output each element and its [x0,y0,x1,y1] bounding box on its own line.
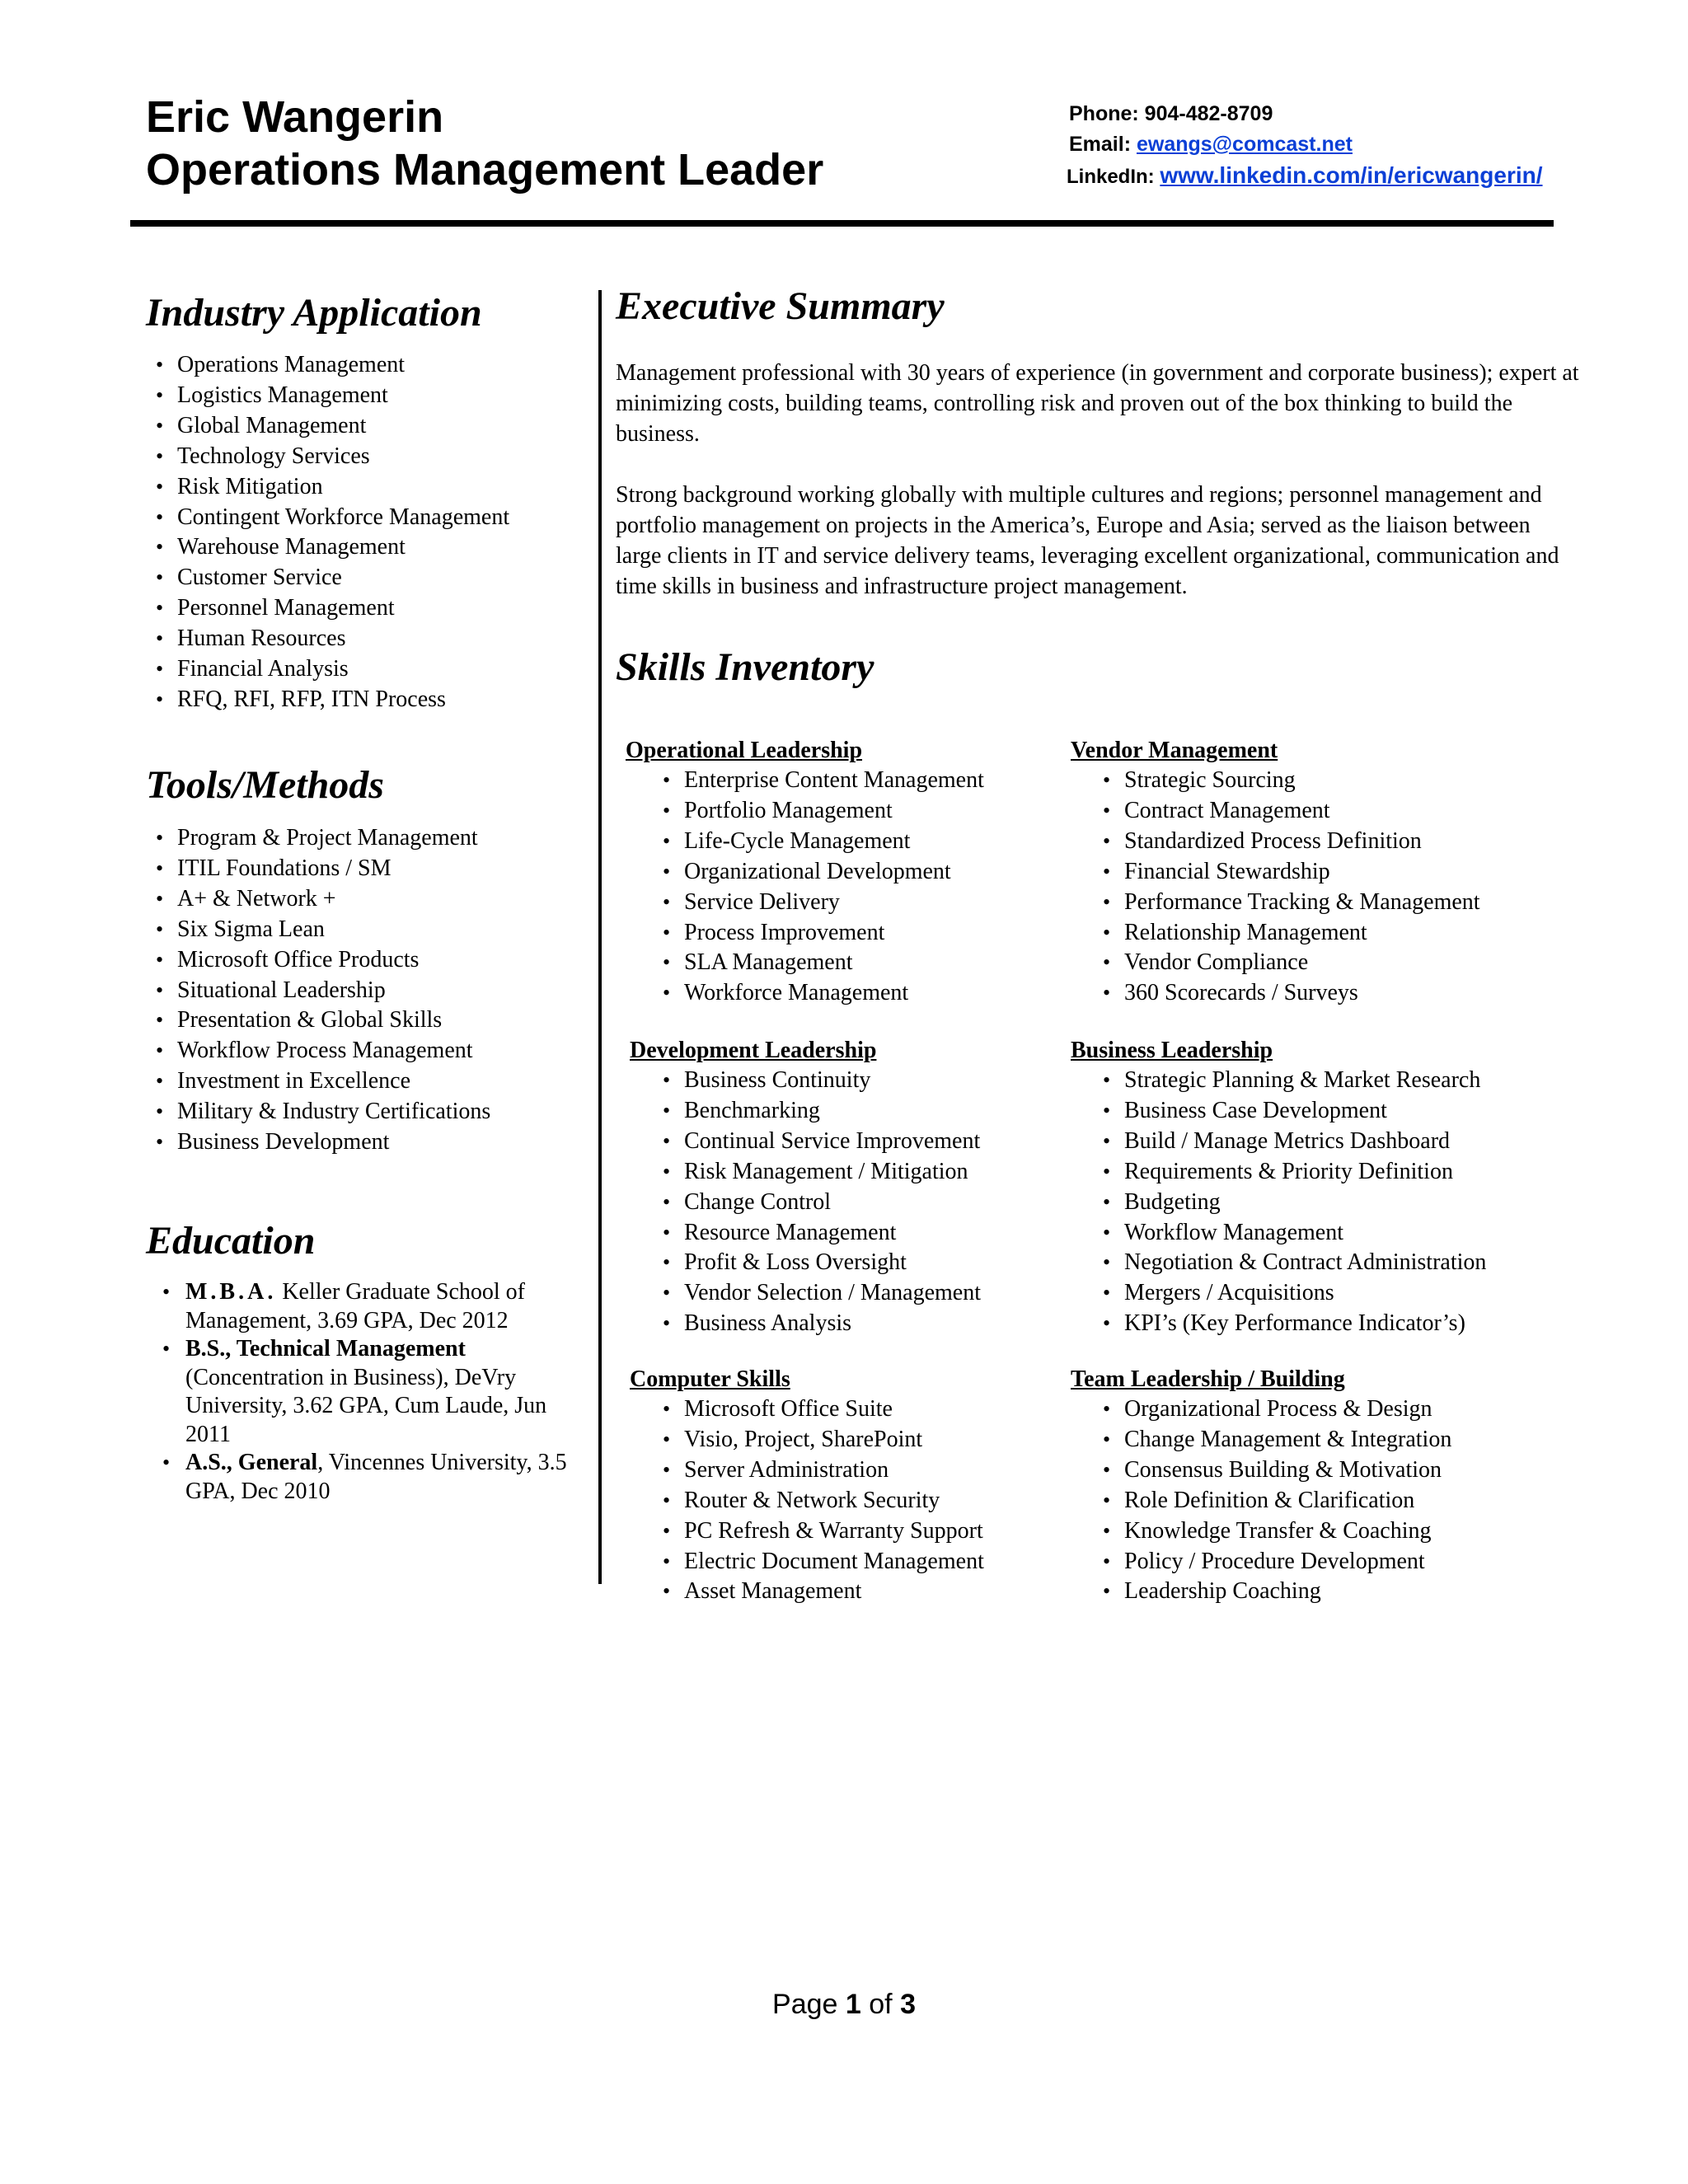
list-item: • Organizational Process & Design [1100,1394,1451,1425]
list-item: • Consensus Building & Motivation [1100,1455,1451,1486]
education-list [159,1278,588,1506]
page-word: Page [772,1989,838,2020]
industry-application-title: Industry Application [146,291,482,335]
list-item: • Financial Stewardship [1100,857,1480,888]
list-item: • Server Administration [659,1455,984,1486]
tools-methods-list [152,823,490,1158]
tools-methods-title: Tools/Methods [146,763,384,807]
list-item: • Relationship Management [1100,918,1480,949]
list-item: • Vendor Compliance [1100,948,1480,978]
phone-line [1069,99,1543,129]
list-item: • Performance Tracking & Management [1100,888,1480,918]
skill-group-heading: Team Leadership / Building [1071,1366,1345,1392]
list-item: • Presentation & Global Skills [152,1005,490,1036]
list-item: • Negotiation & Contract Administration [1100,1248,1486,1278]
list-item: • Visio, Project, SharePoint [659,1425,984,1455]
list-item: • Standardized Process Definition [1100,827,1480,857]
list-item: • Workflow Management [1100,1218,1486,1249]
list-item: • Personnel Management [152,593,509,624]
list-item: • Operations Management [152,350,509,381]
education-title: Education [146,1219,316,1263]
list-item: • Process Improvement [659,918,984,949]
industry-application-list [152,350,509,715]
list-item: • Service Delivery [659,888,984,918]
list-item: • Strategic Sourcing [1100,766,1480,796]
summary-paragraph-1: Management professional with 30 years of experience (in government and corporate business); expert at minimizing costs, building teams, controlling risk and proven out of the box thinking to build the business. [616,360,1579,447]
skill-group-list [1100,1394,1451,1607]
list-item: • Strategic Planning & Market Research [1100,1066,1486,1096]
skill-group-heading: Development Leadership [630,1038,877,1063]
list-item: • PC Refresh & Warranty Support [659,1516,984,1547]
linkedin-link[interactable]: www.linkedin.com/in/ericwangerin/ [1160,162,1543,188]
list-item: • Change Control [659,1188,981,1218]
degree-detail: , Vincennes University, 3.5 GPA, Dec 2010 [185,1450,567,1504]
list-item: • Profit & Loss Oversight [659,1248,981,1278]
executive-summary-title: Executive Summary [616,284,945,328]
degree-detail: (Concentration in Business), DeVry University, 3.62 GPA, Cum Laude, Jun 2011 [185,1364,547,1447]
skill-group-list [659,766,984,1009]
skill-group-list [1100,766,1480,1009]
skill-group-list [659,1066,981,1339]
phone-label: Phone: [1069,102,1139,125]
email-line [1069,129,1543,160]
list-item: • Financial Analysis [152,654,509,685]
list-item: • Business Analysis [659,1309,981,1339]
list-item: • Change Management & Integration [1100,1425,1451,1455]
skill-group-heading: Operational Leadership [626,738,863,763]
list-item: • Technology Services [152,442,509,472]
list-item: • Life-Cycle Management [659,827,984,857]
list-item: • Business Continuity [659,1066,981,1096]
skill-group-list [1100,1066,1486,1339]
list-item: • Router & Network Security [659,1486,984,1516]
page-footer [0,1989,1688,2021]
list-item: • Workforce Management [659,978,984,1009]
list-item: • Six Sigma Lean [152,915,490,945]
skill-group-heading: Business Leadership [1071,1038,1273,1063]
list-item: • ITIL Foundations / SM [152,854,490,884]
list-item: • Contingent Workforce Management [152,503,509,533]
candidate-title: Operations Management Leader [146,145,824,194]
list-item: • Customer Service [152,563,509,593]
list-item: • Leadership Coaching [1100,1577,1451,1607]
degree: B.S., Technical Management [185,1336,466,1361]
list-item: • Electric Document Management [659,1547,984,1577]
of-word: of [869,1989,893,2020]
list-item: • Program & Project Management [152,823,490,854]
list-item: • Benchmarking [659,1096,981,1127]
list-item: • Global Management [152,411,509,442]
list-item: • RFQ, RFI, RFP, ITN Process [152,685,509,715]
list-item: • Human Resources [152,624,509,654]
list-item: • Mergers / Acquisitions [1100,1278,1486,1309]
degree: M.B.A. [185,1279,277,1305]
list-item: • Contract Management [1100,796,1480,827]
list-item: • KPI’s (Key Performance Indicator’s) [1100,1309,1486,1339]
list-item: • Portfolio Management [659,796,984,827]
list-item: • Organizational Development [659,857,984,888]
email-link[interactable]: ewangs@comcast.net [1136,133,1353,156]
degree: A.S., General [185,1450,318,1475]
list-item: • Asset Management [659,1577,984,1607]
contact-info [1069,99,1543,190]
email-label: Email: [1069,133,1132,156]
header-divider [130,220,1554,227]
list-item: • Business Case Development [1100,1096,1486,1127]
list-item: • Logistics Management [152,381,509,411]
list-item: • Policy / Procedure Development [1100,1547,1451,1577]
linkedin-label: LinkedIn: [1067,166,1155,188]
list-item: • Risk Management / Mitigation [659,1157,981,1188]
education-item [159,1449,588,1506]
resume-header [146,91,823,196]
list-item: • Resource Management [659,1218,981,1249]
summary-paragraph-2: Strong background working globally with multiple cultures and regions; personnel management and portfolio management on projects in the America’s, Europe and Asia; served as the liaison between large clients in IT and service delivery teams, leveraging excellent organizational, communication and time skills in business and infrastructure project management. [616,482,1559,599]
list-item: • Budgeting [1100,1188,1486,1218]
list-item: • Role Definition & Clarification [1100,1486,1451,1516]
list-item: • Requirements & Priority Definition [1100,1157,1486,1188]
skill-group-heading: Computer Skills [630,1366,790,1392]
linkedin-line [1067,160,1543,190]
list-item: • Enterprise Content Management [659,766,984,796]
education-item [159,1335,588,1449]
list-item: • Workflow Process Management [152,1036,490,1066]
list-item: • Microsoft Office Products [152,945,490,976]
degree-detail: Keller Graduate School of Management, 3.69 GPA, Dec 2012 [185,1279,525,1333]
list-item: • Investment in Excellence [152,1066,490,1097]
page-current: 1 [845,1989,861,2020]
phone-number: 904-482-8709 [1144,102,1273,125]
list-item: • Warehouse Management [152,532,509,563]
candidate-name: Eric Wangerin [146,92,444,142]
list-item: • A+ & Network + [152,884,490,915]
list-item: • Business Development [152,1127,490,1158]
list-item: • 360 Scorecards / Surveys [1100,978,1480,1009]
education-item [159,1278,588,1335]
list-item: • Risk Mitigation [152,472,509,503]
list-item: • Microsoft Office Suite [659,1394,984,1425]
skill-group-heading: Vendor Management [1071,738,1278,763]
list-item: • Build / Manage Metrics Dashboard [1100,1127,1486,1157]
list-item: • SLA Management [659,948,984,978]
list-item: • Situational Leadership [152,976,490,1006]
skill-group-list [659,1394,984,1607]
column-divider [598,290,602,1584]
skills-inventory-title: Skills Inventory [616,645,874,689]
list-item: • Continual Service Improvement [659,1127,981,1157]
list-item: • Military & Industry Certifications [152,1097,490,1127]
list-item: • Vendor Selection / Management [659,1278,981,1309]
list-item: • Knowledge Transfer & Coaching [1100,1516,1451,1547]
page-total: 3 [900,1989,916,2020]
